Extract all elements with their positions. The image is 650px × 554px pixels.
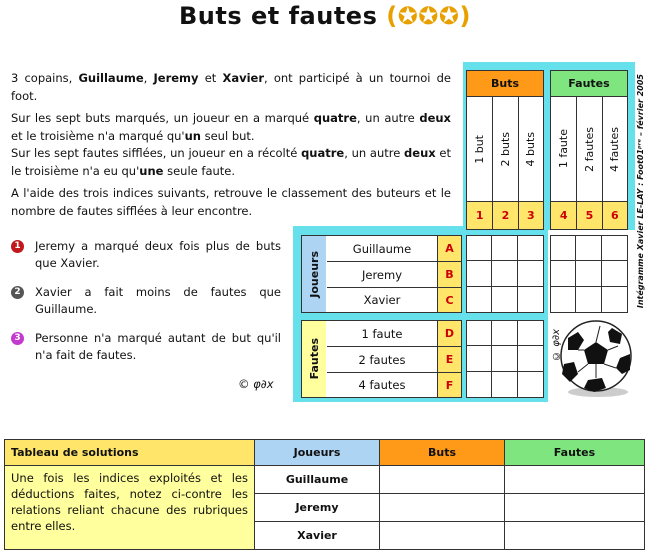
grid-cell[interactable] [576,287,601,312]
col-label: 2 buts [498,131,512,167]
row-letter: E [437,347,461,373]
grid-fautes-buts [466,320,544,398]
clue-text: Xavier a fait moins de fautes que Guillaume. [35,285,281,316]
grid-cell[interactable] [602,261,627,286]
grid-cell[interactable] [518,346,543,371]
col-number: 6 [602,201,627,229]
row-label: 4 fautes [327,373,437,397]
col-number: 1 [467,201,492,229]
grid-cell[interactable] [602,236,627,261]
grid-cell[interactable] [551,236,576,261]
answer-cell-buts[interactable] [380,494,505,522]
row-letter: D [437,321,461,347]
grid-cell[interactable] [492,261,517,286]
clue-text: Jeremy a marqué deux fois plus de buts que Xavier. [35,239,281,270]
player-name: Jeremy [255,494,380,522]
clue-3 [11,330,281,364]
intro-text [11,70,451,225]
grid-cell[interactable] [551,261,576,286]
football-icon [556,318,636,398]
grid-cell[interactable] [467,346,492,371]
answer-cell-fautes[interactable] [505,522,645,550]
row-label: Xavier [327,288,437,312]
col-label: 1 but [473,134,487,164]
grid-cell[interactable] [467,261,492,286]
row-label: Jeremy [327,262,437,288]
grid-cell[interactable] [492,287,517,312]
title-text: Buts et fautes [179,2,378,30]
page-title [0,2,650,30]
intro-paragraph-1: 3 copains, Guillaume, Jeremy et Xavier, ont participé à un tournoi de foot. [11,71,452,103]
grid-cell[interactable] [576,261,601,286]
grid-joueurs-buts [466,235,544,313]
col-label: 1 faute [557,129,571,169]
intro-paragraph-2: Sur les sept buts marqués, un joueur en a marqué quatre, un autre deux et le troisième n'a marqué qu'un seul but. [11,111,451,143]
solutions-note: Une fois les indices exploités et les déductions faites, notez ci-contre les relations reliant chacune des rubriques entre elles. [5,466,255,550]
answer-cell-fautes[interactable] [505,494,645,522]
grid-copyright: © φ∂x [550,329,562,361]
clue-text: Personne n'a marqué autant de but qu'il n'a fait de fautes. [35,331,281,362]
row-letter: C [437,288,461,312]
fautes-header-block [550,70,628,230]
copyright: © φ∂x [238,377,274,391]
grid-cell[interactable] [518,236,543,261]
solutions-title: Tableau de solutions [5,440,255,466]
grid-cell[interactable] [492,346,517,371]
row-label: Guillaume [327,236,437,262]
clue-2 [11,284,281,318]
player-name: Guillaume [255,466,380,494]
player-name: Xavier [255,522,380,550]
fautes-side-label: Fautes [301,320,327,398]
clue-number-icon: 3 [11,332,24,345]
clue-number-icon: 1 [11,240,24,253]
grid-cell[interactable] [467,236,492,261]
answer-cell-buts[interactable] [380,466,505,494]
row-letter: B [437,262,461,288]
col-number: 4 [551,201,576,229]
grid-cell[interactable] [576,236,601,261]
grid-joueurs-fautes [550,235,628,313]
col-label: 4 fautes [608,126,622,172]
col-header-fautes: Fautes [505,440,645,466]
grid-cell[interactable] [602,287,627,312]
difficulty-stars: (✪✪✪) [386,2,471,30]
buts-header-block [466,70,544,230]
grid-cell[interactable] [467,287,492,312]
joueurs-side-label: Joueurs [301,235,327,313]
col-number: 2 [492,201,517,229]
grid-cell[interactable] [518,261,543,286]
grid-cell[interactable] [492,321,517,346]
row-letter: A [437,236,461,262]
grid-cell[interactable] [467,372,492,397]
solutions-table [4,439,645,550]
buts-header: Buts [467,71,543,97]
col-number: 3 [518,201,543,229]
table-row [5,466,645,494]
clue-1 [11,238,281,272]
clue-number-icon: 2 [11,286,24,299]
credit: Intégramme Xavier LE-LAY : Foot01ᵖʳᵉ – février 2005 [635,73,645,309]
intro-paragraph-4: A l'aide des trois indices suivants, retrouve le classement des buteurs et le nombre de fautes sifflées à leur encontre. [11,186,451,218]
col-label: 2 fautes [582,126,596,172]
row-label: 2 fautes [327,347,437,373]
answer-cell-fautes[interactable] [505,466,645,494]
col-label: 4 buts [524,131,538,167]
answer-cell-buts[interactable] [380,522,505,550]
col-number: 5 [576,201,601,229]
grid-cell[interactable] [467,321,492,346]
grid-cell[interactable] [518,321,543,346]
intro-paragraph-3: Sur les sept fautes sifflées, un joueur en a récolté quatre, un autre deux et le troisième n'a eu qu'une seule faute. [11,146,451,178]
col-header-buts: Buts [380,440,505,466]
grid-cell[interactable] [492,372,517,397]
grid-cell[interactable] [518,372,543,397]
clues-list [11,238,281,376]
row-label: 1 faute [327,321,437,347]
row-letter: F [437,373,461,397]
fautes-header: Fautes [551,71,627,97]
grid-cell[interactable] [551,287,576,312]
grid-cell[interactable] [492,236,517,261]
grid-cell[interactable] [518,287,543,312]
col-header-joueurs: Joueurs [255,440,380,466]
